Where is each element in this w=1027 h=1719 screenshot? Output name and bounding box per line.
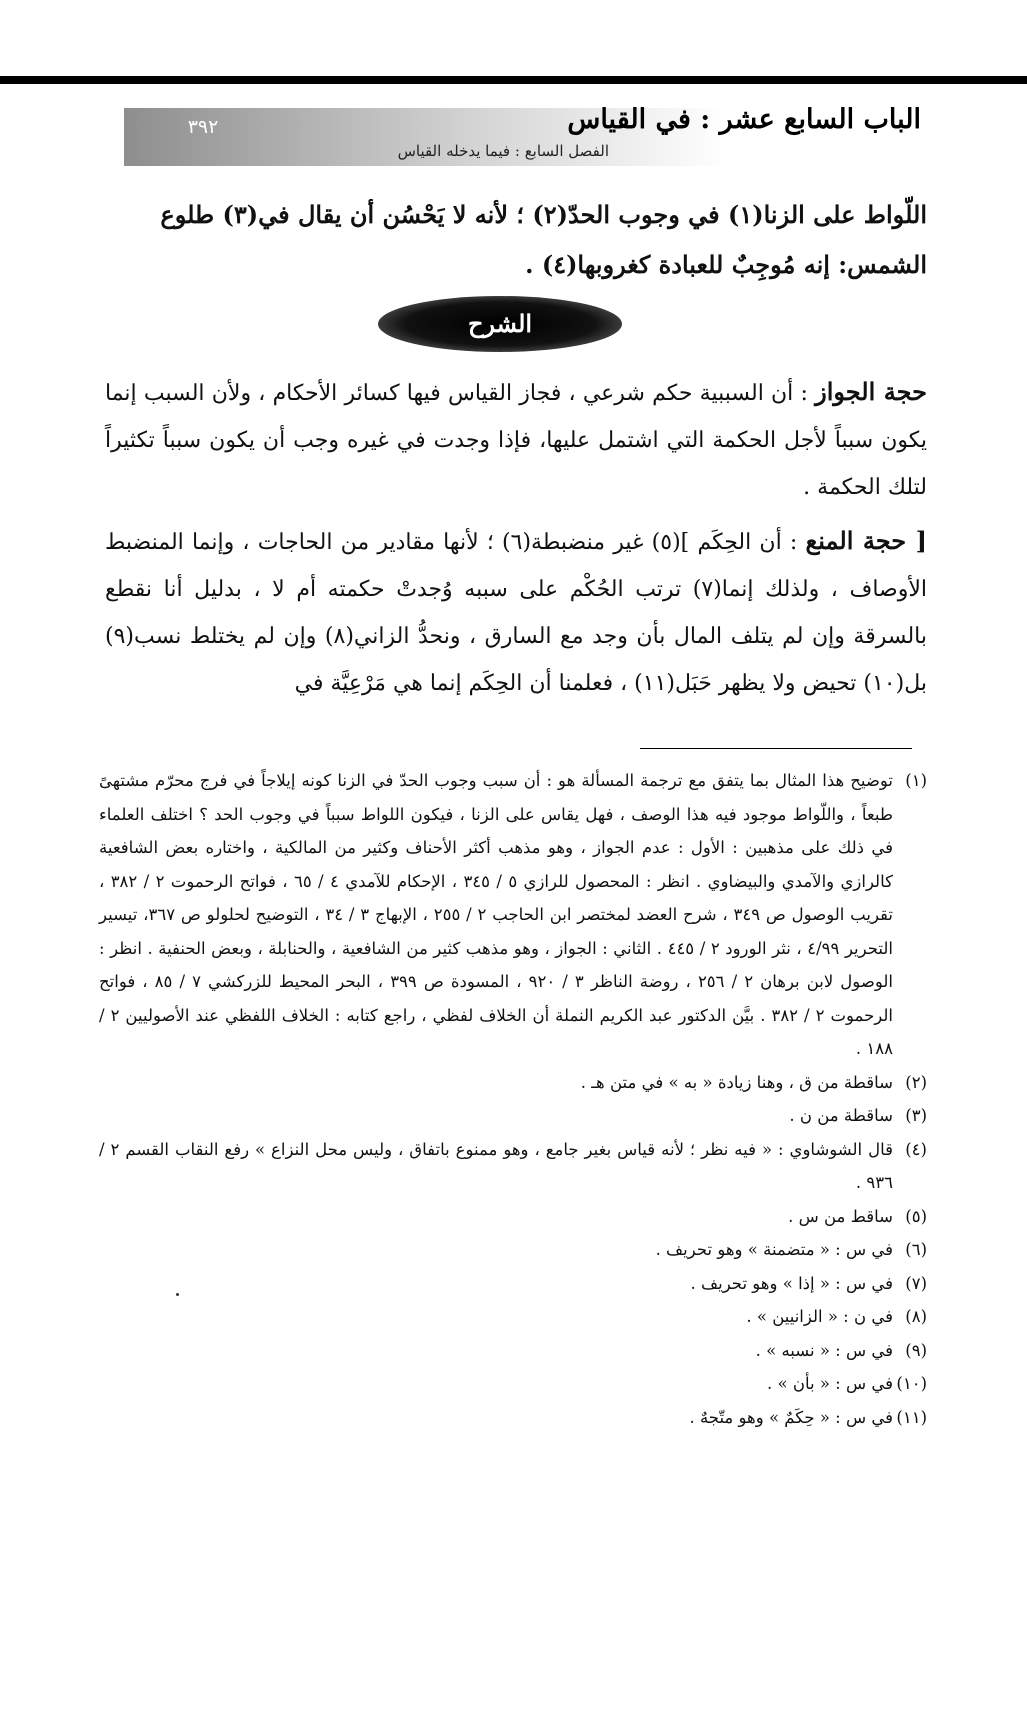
argument-against-paragraph bbox=[105, 517, 927, 707]
argument-against-text: : أن الحِكَم ](٥) غير منضبطة(٦) ؛ لأنها مقادير من الحاجات ، وإنما المنضبط الأوصاف ، ولذلك إنما(٧) ترتب الحُكْم على سببه وُجدتْ حكمته أم لا ، بدليل أنا نقطع بالسرقة وإن لم يتلف المال بأن وجد مع السارق ، ونحدُّ الزاني(٨) وإن لم يختلط نسب(٩) بل(١٠) تحيض ولا يظهر حَبَل(١١) ، فعلمنا أن الحِكَم إنما هي مَرْعِيَّة في bbox=[105, 530, 927, 696]
footnote-text: في س : « بأن » . bbox=[767, 1374, 893, 1393]
section-title: الفصل السابع : فيما يدخله القياس bbox=[397, 142, 609, 160]
chapter-title: الباب السابع عشر : في القياس bbox=[567, 104, 921, 135]
footnote bbox=[99, 1334, 927, 1368]
argument-for-text: : أن السببية حكم شرعي ، فجاز القياس فيها كسائر الأحكام ، ولأن السبب إنما يكون سبباً لأجل الحكمة التي اشتمل عليها، فإذا وجدت في غيره وجب أن يكون سبباً تكثيراً لتلك الحكمة . bbox=[105, 381, 927, 500]
argument-against-heading: [ حجة المنع bbox=[805, 526, 927, 555]
footnote bbox=[99, 1267, 927, 1301]
footnote-number: (٩) bbox=[905, 1340, 927, 1360]
footnote bbox=[99, 1233, 927, 1267]
footnote-text: ساقط من س . bbox=[788, 1206, 893, 1226]
top-rule bbox=[0, 76, 1027, 84]
footnote-text: في ن : « الزانيين » . bbox=[746, 1307, 893, 1326]
footnote-number: (٤) bbox=[905, 1139, 927, 1159]
footnote bbox=[99, 1099, 927, 1133]
footnote-number: (١٠) bbox=[896, 1374, 927, 1393]
footnote-text: في س : « إذا » وهو تحريف . bbox=[690, 1273, 893, 1293]
footnote bbox=[99, 1133, 927, 1200]
intro-text bbox=[105, 190, 927, 290]
footnote bbox=[99, 1367, 927, 1401]
footnote bbox=[99, 1300, 927, 1334]
footnote-number: (٥) bbox=[905, 1206, 927, 1226]
footnote-number: (٨) bbox=[905, 1307, 927, 1326]
footnote bbox=[99, 764, 927, 1066]
footnote-number: (١١) bbox=[896, 1407, 927, 1427]
footnote-number: (٢) bbox=[905, 1072, 927, 1092]
footnote-text: ساقطة من ق ، وهنا زيادة « به » في متن هـ . bbox=[580, 1072, 893, 1092]
argument-for-heading: حجة الجواز bbox=[815, 377, 927, 406]
commentary-body bbox=[105, 368, 927, 713]
footnote-number: (٣) bbox=[905, 1106, 927, 1125]
intro-line: اللّواط على الزنا(١) في وجوب الحدّ(٢) ؛ لأنه لا يَحْسُن أن يقال في(٣) طلوع bbox=[160, 200, 927, 229]
footnote-text: قال الشوشاوي : « فيه نظر ؛ لأنه قياس بغير جامع ، وهو ممنوع باتفاق ، وليس محل النزاع » رفع النقاب القسم ٢ / ٩٣٦ . bbox=[99, 1139, 893, 1192]
footnotes bbox=[99, 764, 927, 1434]
footnote-text: توضيح هذا المثال بما يتفق مع ترجمة المسألة هو : أن سبب وجوب الحدّ في الزنا كونه إيلاجاً في فرج محرّم مشتهىً طبعاً ، واللّواط موجود فيه هذا الوصف ، فهل يقاس على الزنا ، فيكون اللواط سبباً في وجوب الحد ؟ اختلف العلماء في ذلك على مذهبين : الأول : عدم الجواز ، وهو مذهب أكثر الأحناف وكثير من المالكية ، واختاره بعض الشافعية كالرازي والآمدي والبيضاوي . انظر : المحصول للرازي ٥ / ٣٤٥ ، الإحكام للآمدي ٤ / ٦٥ ، فواتح الرحموت ٢ / ٣٨٢ ، تقريب الوصول ص ٣٤٩ ، شرح العضد لمختصر ابن الحاجب ٢ / ٢٥٥ ، الإبهاج ٣ / ٣٤ ، التوضيح لحلولو ص ٣٦٧، تيسير التحرير ٤/٩٩ ، نثر الورود ٢ / ٤٤٥ . الثاني : الجواز ، وهو مذهب كثير من الشافعية ، والحنابلة ، وبعض الحنفية . انظر : الوصول لابن برهان ٢ / ٢٥٦ ، روضة الناظر ٣ / ٩٢٠ ، المسودة ص ٣٩٩ ، البحر المحيط للزركشي ٧ / ٨٥ ، فواتح الرحموت ٢ / ٣٨٢ . بيَّن الدكتور عبد الكريم النملة أن الخلاف لفظي ، راجع كتابه : الخلاف اللفظي عند الأصوليين ٢ / ١٨٨ . bbox=[99, 771, 893, 1058]
footnote-number: (٦) bbox=[905, 1240, 927, 1259]
intro-line: الشمس: إنه مُوجِبٌ للعبادة كغروبها(٤) . bbox=[525, 250, 927, 279]
footnote-number: (١) bbox=[905, 771, 927, 790]
footnote-text: ساقطة من ن . bbox=[789, 1106, 893, 1125]
footnote-number: (٧) bbox=[905, 1273, 927, 1293]
footnote bbox=[99, 1200, 927, 1234]
footnote-text: في س : « حِكَمٌ » وهو متّجهٌ . bbox=[689, 1407, 893, 1427]
argument-for-paragraph bbox=[105, 368, 927, 511]
footnote-separator bbox=[640, 748, 912, 749]
commentary-heading-badge: الشرح bbox=[378, 296, 622, 352]
page-number: ٣٩٢ bbox=[187, 116, 219, 138]
footnote-text: في س : « نسبه » . bbox=[755, 1340, 893, 1360]
footnote bbox=[99, 1401, 927, 1435]
footnote-text: في س : « متضمنة » وهو تحريف . bbox=[655, 1240, 893, 1259]
footnote bbox=[99, 1066, 927, 1100]
stray-ink-dot bbox=[176, 1293, 179, 1296]
